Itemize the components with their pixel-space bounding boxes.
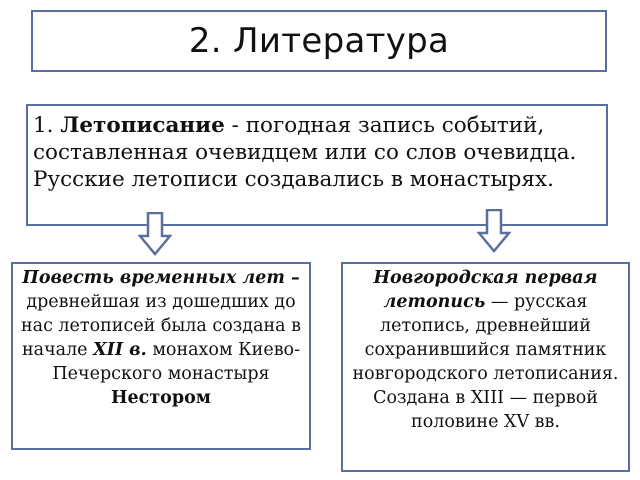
- definition-box: [26, 104, 608, 226]
- tale-author: Нестором: [111, 388, 211, 408]
- definition-text: - погодная запись событий, составленная очевидцем или со слов очевидца. Русские летописи создавались в монастырях.: [33, 113, 577, 192]
- definition-number: 1.: [33, 113, 61, 138]
- definition-term: Летописание: [60, 113, 225, 138]
- tale-century: XII в.: [93, 340, 147, 360]
- tale-of-bygone-years-box: [11, 262, 311, 450]
- tale-text-2: монахом Киево-Печерского монастыря: [52, 340, 301, 384]
- tale-title: Повесть временных лет –: [22, 268, 300, 288]
- page-title: 2. Литература: [188, 21, 450, 61]
- tale-text-1: древнейшая из дошедших до нас летописей была создана в начале: [20, 292, 302, 360]
- down-arrow-left-icon: [138, 212, 172, 256]
- novgorod-text: — русская летопись, древнейший сохранившийся памятник новгородского летописания. Создана в XIII — первой половине XV вв.: [352, 292, 619, 432]
- title-box: [31, 10, 607, 72]
- novgorod-chronicle-box: [341, 262, 630, 472]
- down-arrow-right-icon: [477, 209, 511, 253]
- novgorod-title: Новгородская первая летопись: [373, 268, 598, 312]
